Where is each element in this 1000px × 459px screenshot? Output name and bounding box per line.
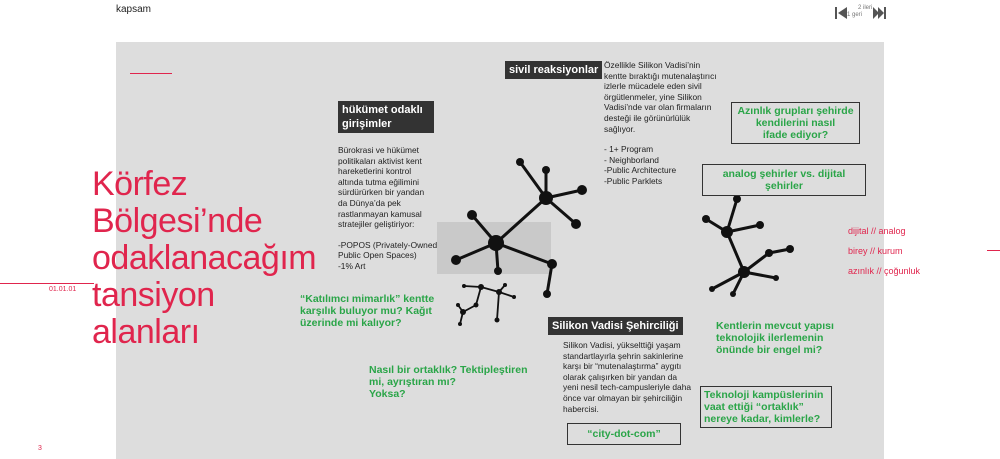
analog-dijital-box: analog şehirler vs. dijital şehirler (702, 164, 866, 196)
contrast-label-2: birey // kurum (848, 246, 903, 256)
page-header-title: kapsam (116, 4, 152, 15)
section-number: 01.01.01 (49, 286, 77, 293)
hukumet-body: Bürokrasi ve hükümet politikaları aktivist kent hareketlerini kontrol altında tutma eğilimini sürdürürken bir yandan da Dünya’da pek rastlanmayan kamusal stratejiler geliştiriyor: -POPOS (Privately-Owned Public Open Spaces) -1% Art (338, 145, 438, 271)
nav-back-label[interactable]: 1 geri (847, 12, 863, 18)
contrast-label-3: azınlık // çoğunluk (848, 266, 921, 276)
city-dot-com-box: “city-dot-com” (567, 423, 681, 445)
question-katilimci: “Katılımcı mimarlık” kentte karşılık buluyor mu? Kağıt üzerinde mi kalıyor? (300, 293, 435, 329)
question-ortaklik: Nasıl bir ortaklık? Tektipleştiren mi, ayrıştıran mı? Yoksa? (369, 364, 528, 400)
page-title: Körfez Bölgesi’nde odaklanacağım tansiyon alanları (92, 165, 317, 351)
question-kentlerin: Kentlerin mevcut yapısı teknolojik ilerlemenin önünde bir engel mi? (716, 320, 834, 356)
sivil-heading: sivil reaksiyonlar (505, 61, 602, 79)
nav-forward-label[interactable]: 2 ileri (858, 5, 873, 11)
page-number: 3 (38, 445, 42, 452)
silikon-heading: Silikon Vadisi Şehirciliği (548, 317, 683, 335)
question-teknoloji-box: Teknoloji kampüslerinin vaat ettiği “ortaklık” nereye kadar, kimlerle? (700, 386, 832, 428)
question-azinlik-box: Azınlık grupları şehirde kendilerini nasıl ifade ediyor? (731, 102, 860, 144)
sivil-body: Özellikle Silikon Vadisi’nin kentte bıraktığı mutenalaştırıcı izlerle mücadele eden sivil örgütlenmeler, yine Silikon Vadisi’nde var olan firmaların desteği ile görünürlülük sağlıyor. - 1+ Program - Neighborland -Public Architecture -Public Parklets (604, 60, 717, 186)
contrast-label-1: dijital // analog (848, 226, 906, 236)
hukumet-heading: hükümet odaklı girişimler (338, 101, 434, 133)
silikon-body: Silikon Vadisi, yükselttiği yaşam standartlayırla şehrin sakinlerine karşı bir “mutenalaştırma” aygıtı olarak çalışırken bir yandan da yeni nesil tech-campusleriyle daha önce var olmayan bir şehirciliğin habercisi. (563, 340, 692, 414)
